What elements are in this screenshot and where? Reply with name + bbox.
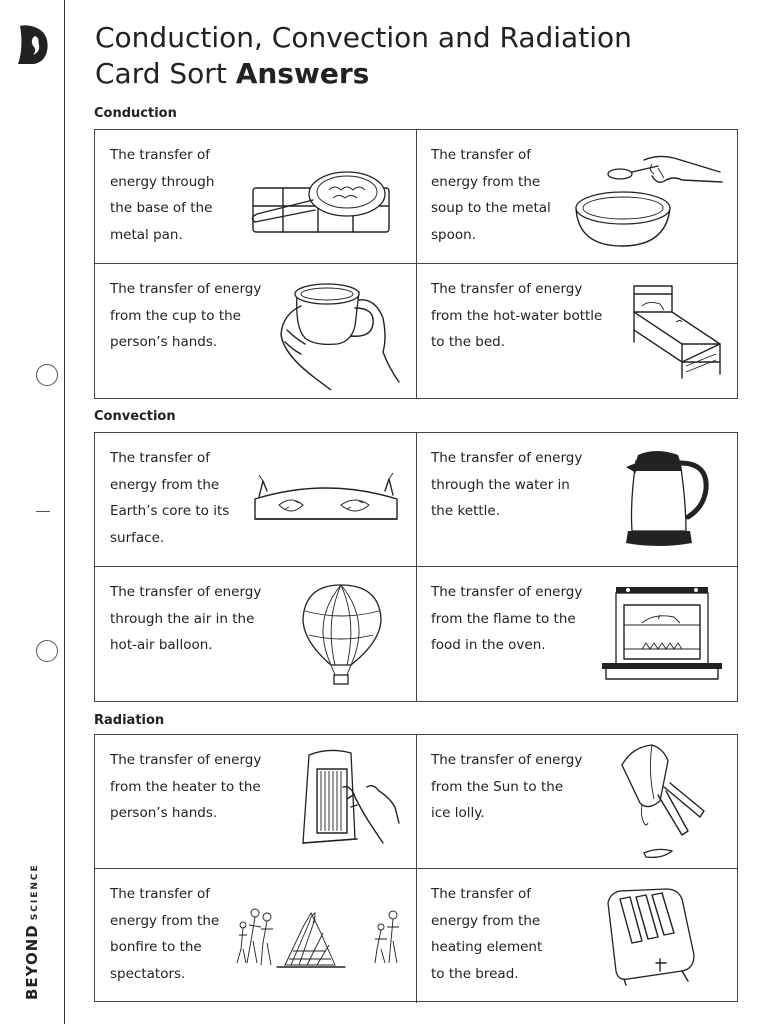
ice-lolly-icon	[612, 741, 712, 861]
margin-line	[64, 0, 65, 1024]
card	[416, 264, 738, 398]
card-grid-conduction	[94, 129, 738, 399]
card	[95, 130, 417, 264]
card	[416, 433, 738, 567]
card-text: The transfer of energy from the hot-water bottle to the bed.	[431, 281, 603, 350]
card-text: The transfer of energy through the air in the hot-air balloon.	[110, 584, 262, 653]
card-text: The transfer of energy from the soup to the metal spoon.	[431, 147, 551, 243]
brand-secondary: SCIENCE	[30, 863, 40, 921]
mantle-convection-icon	[251, 469, 401, 525]
card	[416, 869, 738, 1003]
hands-holding-cup-icon	[275, 278, 405, 390]
title-regular: Card Sort	[95, 57, 227, 90]
card	[95, 264, 417, 398]
card-text: The transfer of energy through the water in the kettle.	[431, 450, 583, 519]
beyond-logo-icon	[14, 22, 52, 66]
card	[416, 735, 738, 869]
punch-hole-bottom	[36, 640, 58, 662]
heater-hands-icon	[299, 747, 403, 847]
card	[416, 567, 738, 701]
card-text: The transfer of energy from the Sun to the ice lolly.	[431, 752, 583, 821]
card-text: The transfer of energy through the base of the metal pan.	[110, 147, 215, 243]
pan-on-stove-icon	[243, 156, 395, 238]
card-text: The transfer of energy from the cup to the person’s hands.	[110, 281, 262, 350]
card-text: The transfer of energy from the Earth’s core to its surface.	[110, 450, 230, 546]
section-label-conduction: Conduction	[94, 106, 177, 121]
title-line-2	[95, 56, 632, 92]
card	[95, 735, 417, 869]
card	[95, 433, 417, 567]
card-text: The transfer of energy from the flame to the food in the oven.	[431, 584, 583, 653]
card-text: The transfer of energy from the heater to the person’s hands.	[110, 752, 262, 821]
page-title	[95, 20, 632, 92]
fold-mark	[36, 511, 50, 512]
title-line-1: Conduction, Convection and Radiation	[95, 21, 632, 54]
toaster-icon	[602, 885, 700, 989]
card-grid-radiation	[94, 734, 738, 1002]
title-bold: Answers	[235, 57, 370, 90]
brand-primary: BEYOND	[23, 924, 41, 1000]
punch-hole-top	[36, 364, 58, 386]
section-label-convection: Convection	[94, 409, 176, 424]
kettle-icon	[622, 445, 712, 549]
brand-wordmark	[22, 863, 41, 1000]
bonfire-spectators-icon	[233, 893, 405, 977]
soup-bowl-spoon-icon	[574, 150, 726, 250]
section-label-radiation: Radiation	[94, 713, 165, 728]
card-text: The transfer of energy from the bonfire to the spectators.	[110, 886, 220, 982]
card	[416, 130, 738, 264]
card-grid-convection	[94, 432, 738, 702]
card	[95, 869, 417, 1003]
oven-icon	[598, 585, 724, 685]
bed-icon	[628, 282, 726, 382]
card-text: The transfer of energy from the heating element to the bread.	[431, 886, 543, 982]
card	[95, 567, 417, 701]
hot-air-balloon-icon	[301, 581, 385, 687]
